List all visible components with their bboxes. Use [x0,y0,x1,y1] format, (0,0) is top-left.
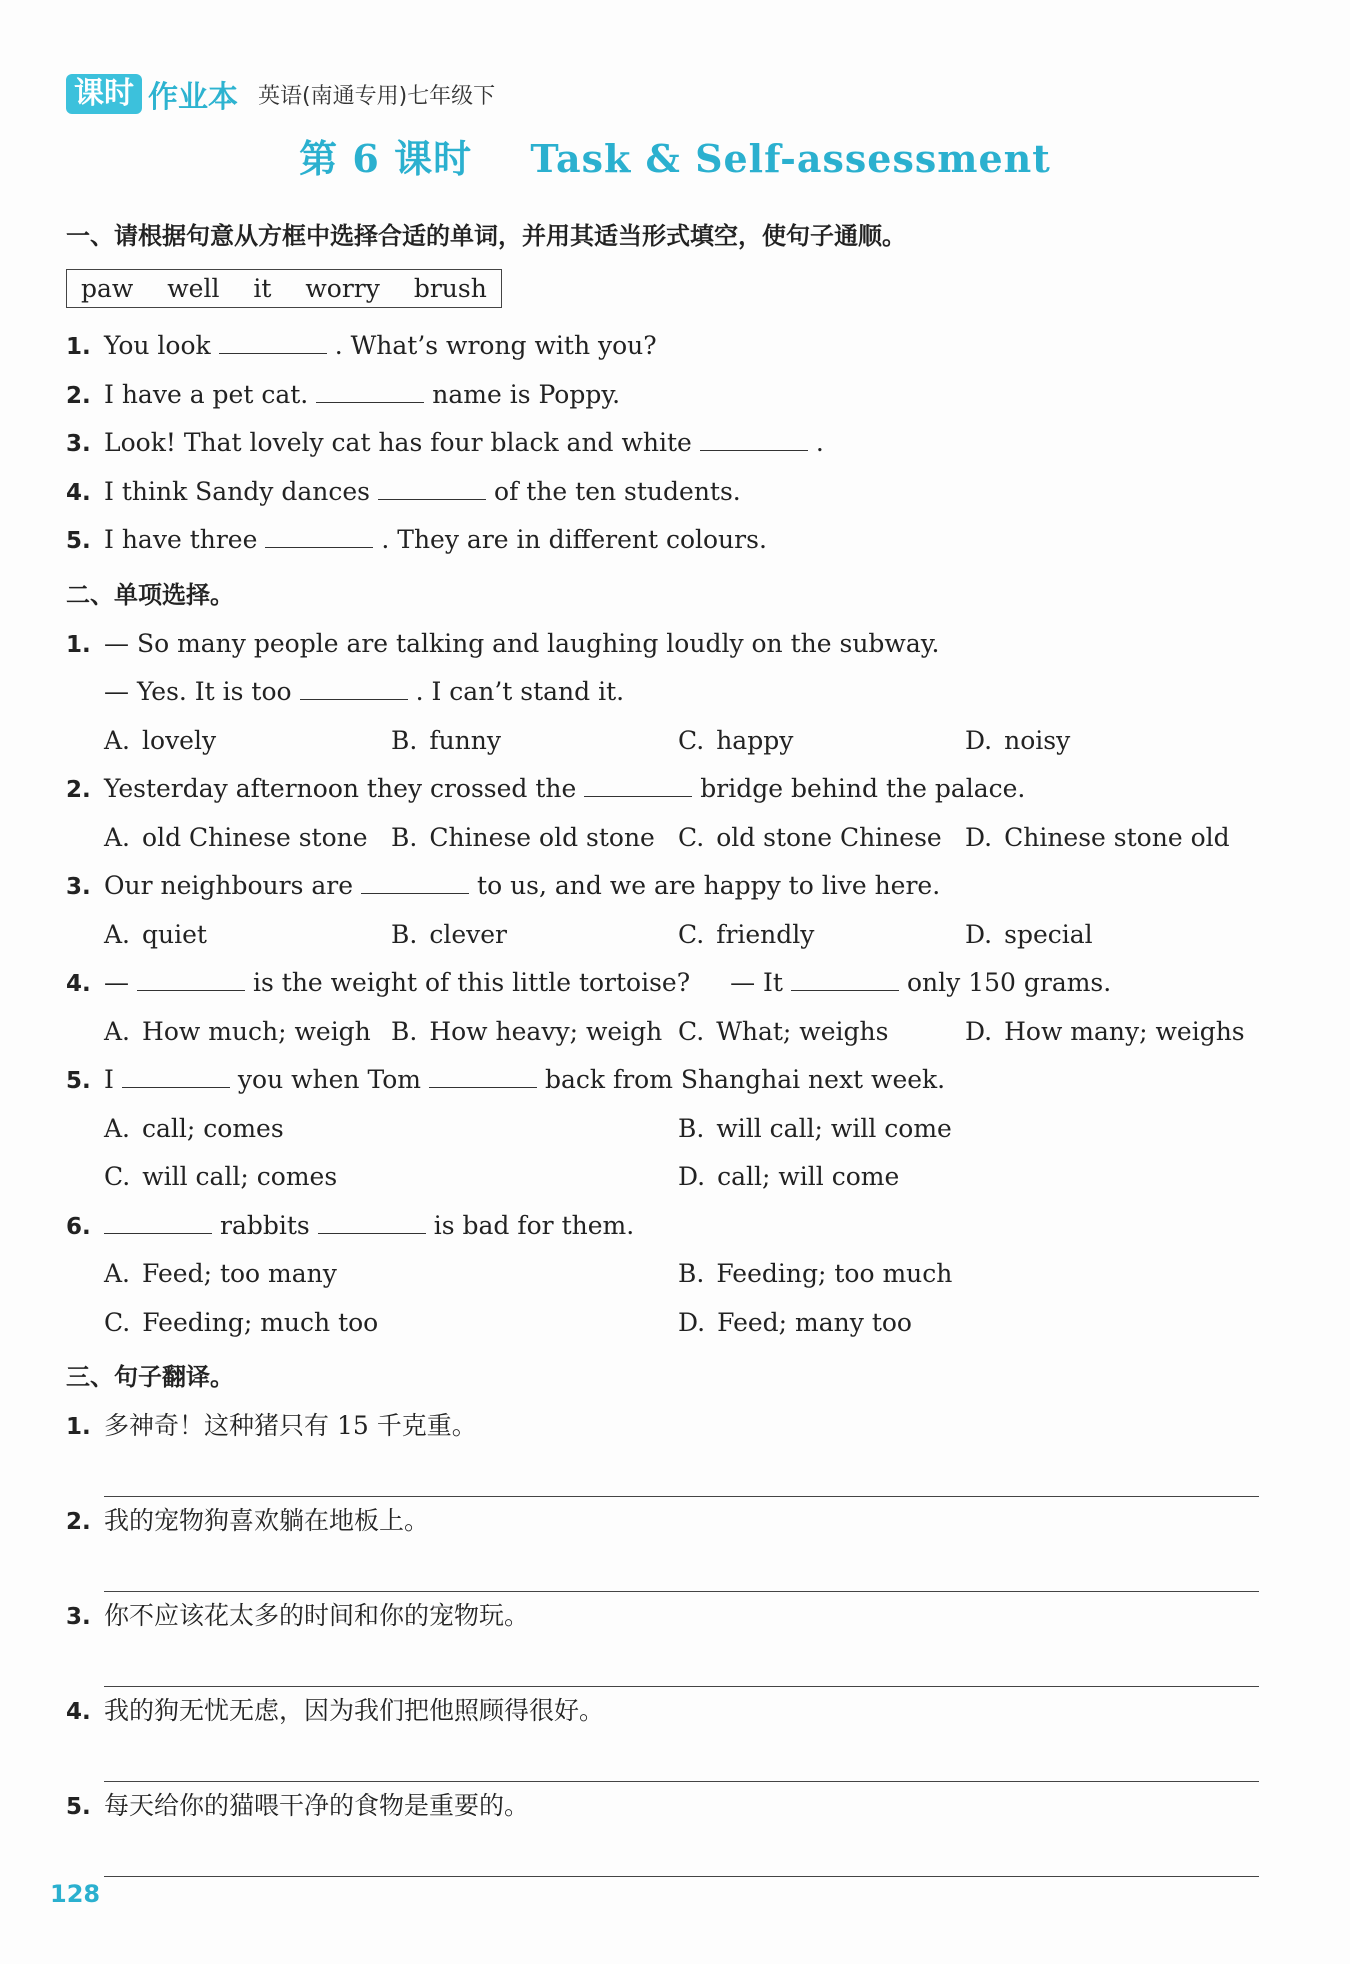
question-text: to us, and we are happy to live here. [477,871,941,900]
option-b[interactable]: B. Chinese old stone [391,822,655,852]
section2-question-1-line2 [66,668,1266,717]
options-row [66,814,1266,863]
question-text: I have a pet cat. [104,379,309,409]
option-c[interactable]: C. old stone Chinese [678,822,942,852]
question-text: is bad for them. [433,1210,635,1240]
option-d[interactable]: D. call; will come [678,1162,900,1191]
section1-question-4 [66,468,1266,517]
answer-blank[interactable] [300,671,408,700]
section2-question-1 [66,620,1266,669]
question-text: . They are in different colours. [381,525,767,554]
option-b[interactable]: B. Feeding; too much [678,1259,953,1288]
question-number: 2. [66,1509,91,1535]
option-a[interactable]: A. How much; weigh [104,1016,371,1046]
brand-name: 作业本 [148,80,238,115]
option-d[interactable]: D. special [965,919,1093,949]
question-text: — So many people are talking and laughing loudly on the subway. [104,628,940,658]
options-row [66,1008,1266,1057]
answer-blank[interactable] [104,1205,212,1234]
question-number: 1. [66,1414,91,1440]
question-number: 6. [66,1213,91,1240]
header [66,72,495,116]
option-c[interactable]: C. will call; comes [104,1162,338,1191]
option-c[interactable]: C. friendly [678,919,815,949]
question-text: . What’s wrong with you? [334,331,657,360]
answer-line[interactable] [104,1735,1259,1782]
question-number: 5. [66,1794,91,1820]
question-text: rabbits [220,1210,310,1240]
question-text: Our neighbours are [104,871,354,900]
answer-blank[interactable] [378,471,486,500]
option-d[interactable]: D. Feed; many too [678,1307,912,1337]
section1-question-5 [66,516,1266,565]
subject-label: 英语(南通专用)七年级下 [258,84,496,109]
answer-blank[interactable] [122,1059,230,1088]
question-number: 2. [66,777,91,803]
section2-question-6 [66,1202,1266,1251]
answer-line[interactable] [104,1640,1259,1687]
question-number: 2. [66,382,91,409]
word-box-item: brush [413,274,487,303]
answer-blank[interactable] [429,1059,537,1088]
content [66,206,1266,1877]
question-text: 你不应该花太多的时间和你的宠物玩。 [104,1601,530,1630]
answer-line[interactable] [104,1830,1259,1877]
question-text: Yesterday afternoon they crossed the [104,774,577,803]
question-number: 1. [66,334,91,360]
option-c[interactable]: C. What; weighs [678,1016,889,1046]
answer-blank[interactable] [318,1205,426,1234]
option-a[interactable]: A. call; comes [104,1113,284,1143]
question-number: 5. [66,528,91,554]
options-row [66,1299,1266,1348]
word-box-item: well [167,274,220,303]
option-b[interactable]: B. clever [391,919,507,949]
option-a[interactable]: A. Feed; too many [104,1259,337,1288]
option-d[interactable]: D. How many; weighs [965,1016,1245,1046]
question-number: 3. [66,874,91,900]
question-text: bridge behind the palace. [700,774,1026,803]
question-text: only 150 grams. [906,968,1112,997]
question-text: of the ten students. [494,476,741,506]
answer-blank[interactable] [316,374,424,403]
question-number: 4. [66,1699,91,1725]
question-text: name is Poppy. [432,379,621,409]
question-text: . I can’t stand it. [415,677,625,706]
section3-question-5 [66,1782,1266,1830]
answer-blank[interactable] [137,962,245,991]
brand-logo: 课时 [66,74,142,114]
option-b[interactable]: B. funny [391,725,502,755]
lesson-topic: Task & Self-assessment [530,136,1051,181]
option-a[interactable]: A. quiet [104,919,207,949]
options-row [66,1105,1266,1154]
answer-blank[interactable] [265,519,373,548]
question-text: You look [104,331,211,360]
word-box-item: worry [305,274,380,303]
option-a[interactable]: A. old Chinese stone [104,822,368,852]
options-row [66,1250,1266,1299]
question-text: — [104,968,129,997]
answer-line[interactable] [104,1545,1259,1592]
question-text: I have three [104,525,258,554]
question-number: 3. [66,1604,91,1630]
question-text: 多神奇！这种猪只有 15 千克重。 [104,1411,477,1440]
question-text: — Yes. It is too [104,677,292,706]
question-text: 每天给你的猫喂干净的食物是重要的。 [104,1791,530,1820]
question-text: I [104,1065,114,1094]
question-text: 我的宠物狗喜欢躺在地板上。 [104,1506,430,1535]
section3-question-2 [66,1497,1266,1545]
lesson-number: 第 6 课时 [299,136,473,181]
section3-question-3 [66,1592,1266,1640]
question-text: . [815,428,824,457]
word-box [66,269,502,308]
question-number: 3. [66,431,91,457]
question-number: 4. [66,971,91,997]
question-text: Look! That lovely cat has four black and white [104,428,692,457]
answer-blank[interactable] [219,325,327,354]
option-c[interactable]: C. happy [678,725,794,755]
section2-question-5 [66,1056,1266,1105]
section1-heading: 一、请根据句意从方框中选择合适的单词，并用其适当形式填空，使句子通顺。 [66,222,906,250]
section3-question-1 [66,1402,1266,1450]
section2-question-4 [66,959,1266,1008]
answer-blank[interactable] [700,422,808,451]
question-text: is the weight of this little tortoise? [253,968,691,997]
question-number: 4. [66,479,91,506]
section3-question-4 [66,1687,1266,1735]
answer-line[interactable] [104,1450,1259,1497]
answer-blank[interactable] [584,768,692,797]
question-text: 我的狗无忧无虑，因为我们把他照顾得很好。 [104,1696,605,1725]
page-number: 128 [50,1880,101,1908]
question-number: 5. [66,1068,91,1094]
question-text: — It [730,968,783,997]
section1-question-1 [66,322,1266,371]
page-title [0,128,1350,183]
question-text: back from Shanghai next week. [544,1065,946,1094]
option-a[interactable]: A. lovely [104,725,217,755]
section2-heading: 二、单项选择。 [66,580,234,609]
section1-question-2 [66,371,1266,420]
question-text: you when Tom [237,1065,421,1094]
section2-question-3 [66,862,1266,911]
word-box-item: it [253,274,272,303]
answer-blank[interactable] [791,962,899,991]
question-number: 1. [66,631,91,658]
options-row [66,717,1266,766]
section1-question-3 [66,419,1266,468]
option-d[interactable]: D. noisy [965,725,1071,755]
section3-heading: 三、句子翻译。 [66,1363,234,1391]
options-row [66,911,1266,960]
option-b[interactable]: B. will call; will come [678,1113,952,1143]
option-c[interactable]: C. Feeding; much too [104,1307,379,1337]
word-box-item: paw [81,274,134,303]
answer-blank[interactable] [361,865,469,894]
brand [66,72,238,116]
section2-question-2 [66,765,1266,814]
question-text: I think Sandy dances [104,476,371,506]
option-b[interactable]: B. How heavy; weigh [391,1016,663,1046]
option-d[interactable]: D. Chinese stone old [965,822,1230,852]
options-row [66,1153,1266,1202]
